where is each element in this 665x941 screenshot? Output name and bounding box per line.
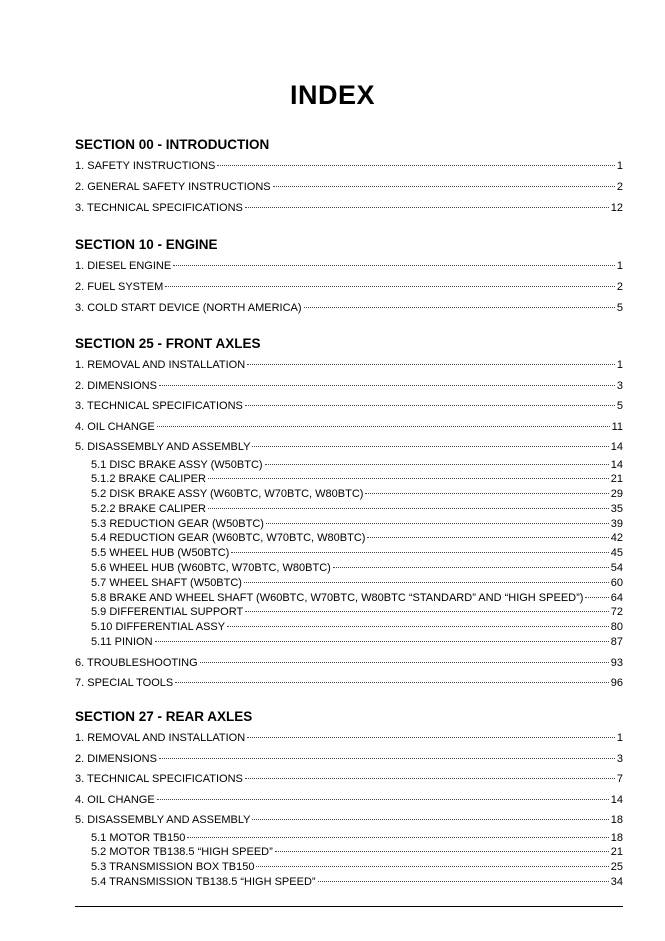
toc-entry-label: 1. REMOVAL AND INSTALLATION [75,359,246,371]
dot-leader [275,851,609,852]
section-title: SECTION 10 - ENGINE [75,237,218,252]
toc-entry-label: 2. DIMENSIONS [75,752,157,765]
toc-subentry[interactable] [75,546,623,561]
toc-entry-label: 5.1 DISC BRAKE ASSY (W50BTC) [91,458,263,471]
dot-leader [159,758,615,759]
toc-entry-page: 18 [610,831,623,844]
toc-entry-label: 3. TECHNICAL SPECIFICATIONS [75,773,243,785]
toc-entry[interactable] [75,673,623,694]
dot-leader [157,426,610,427]
toc-entry-label: 5.2 DISK BRAKE ASSY (W60BTC, W70BTC, W80BTC) [91,488,364,501]
section-introduction [75,134,623,219]
toc-entry-page: 45 [610,547,623,560]
toc-entry-page: 21 [610,473,623,486]
toc-entry[interactable] [75,277,623,298]
toc-subentry[interactable] [75,561,623,576]
toc-subentry[interactable] [75,517,623,532]
dot-leader [252,446,608,447]
section-title: SECTION 00 - INTRODUCTION [75,137,270,152]
toc-subentry[interactable] [75,875,623,890]
toc-entry-page: 3 [616,752,623,765]
section-title: SECTION 25 - FRONT AXLES [75,336,261,351]
dot-leader [231,552,608,553]
toc-entry-page: 87 [610,636,623,649]
dot-leader [365,493,608,494]
toc-entry[interactable] [75,298,623,319]
toc-subentry[interactable] [75,860,623,875]
toc-entry[interactable] [75,437,623,458]
dot-leader [155,641,609,642]
dot-leader [227,626,609,627]
toc-entry-page: 34 [610,875,623,888]
toc-entry-label: 5.2 MOTOR TB138.5 “HIGH SPEED” [91,846,273,859]
toc-entry[interactable] [75,749,623,770]
toc-entry-page: 1 [616,359,623,371]
toc-entry[interactable] [75,256,623,277]
toc-subentry[interactable] [75,576,623,591]
toc-entry-label: 5.4 REDUCTION GEAR (W60BTC, W70BTC, W80BTC) [91,532,366,545]
toc-entry-label: 4. OIL CHANGE [75,420,155,433]
dot-leader [304,307,615,308]
toc-subentry[interactable] [75,605,623,620]
toc-entry-page: 64 [610,591,623,604]
toc-subentry[interactable] [75,502,623,517]
toc-entry-page: 21 [610,846,623,859]
toc-entry-page: 14 [610,458,623,471]
toc-entry[interactable] [75,396,623,417]
toc-entry-label: 5.4 TRANSMISSION TB138.5 “HIGH SPEED” [91,875,316,888]
toc-entry-label: 5. DISASSEMBLY AND ASSEMBLY [75,441,251,453]
toc-subentry[interactable] [75,458,623,473]
toc-entry[interactable] [75,198,623,219]
toc-subentry[interactable] [75,635,623,650]
toc-subentry[interactable] [75,487,623,502]
toc-entry-label: 5. DISASSEMBLY AND ASSEMBLY [75,814,251,826]
section-engine [75,234,623,319]
toc-entry-page: 7 [616,773,623,785]
toc-entry-label: 5.2.2 BRAKE CALIPER [91,502,206,515]
toc-subentry[interactable] [75,620,623,635]
toc-entry-page: 12 [610,202,623,214]
toc-subentry[interactable] [75,591,623,606]
dot-leader [318,881,609,882]
dot-leader [159,385,615,386]
toc-entry[interactable] [75,790,623,811]
dot-leader [245,405,615,406]
dot-leader [244,582,609,583]
toc-entry-label: 5.1 MOTOR TB150 [91,831,186,844]
section-title: SECTION 27 - REAR AXLES [75,709,253,724]
toc-entry-label: 5.7 WHEEL SHAFT (W50BTC) [91,576,242,589]
toc-entry-page: 5 [616,302,623,314]
toc-entry-page: 1 [616,260,623,272]
toc-entry-page: 39 [610,517,623,530]
toc-entry-label: 5.8 BRAKE AND WHEEL SHAFT (W60BTC, W70BTC, W80BTC “STANDARD” AND “HIGH SPEED”) [91,591,584,604]
toc-subentry[interactable] [75,831,623,846]
dot-leader [247,737,615,738]
toc-entry-label: 2. GENERAL SAFETY INSTRUCTIONS [75,181,271,193]
footer-rule [75,906,623,907]
dot-leader [273,186,615,187]
dot-leader [187,837,608,838]
toc-entry-page: 80 [610,621,623,634]
toc-entry[interactable] [75,355,623,376]
toc-entry-label: 3. TECHNICAL SPECIFICATIONS [75,400,243,412]
toc-entry-page: 96 [610,677,623,690]
toc-entry[interactable] [75,376,623,397]
toc-entry-label: 5.3 TRANSMISSION BOX TB150 [91,861,255,874]
dot-leader [208,478,609,479]
dot-leader [245,778,615,779]
toc-entry-page: 14 [610,793,623,806]
dot-leader [208,508,609,509]
dot-leader [157,799,609,800]
toc-entry[interactable] [75,810,623,831]
toc-entry-label: 5.5 WHEEL HUB (W50BTC) [91,547,230,560]
dot-leader [265,464,609,465]
dot-leader [247,364,615,365]
toc-entry-page: 2 [616,281,623,293]
toc-entry-page: 25 [610,861,623,874]
toc-entry-label: 3. COLD START DEVICE (NORTH AMERICA) [75,302,302,314]
toc-entry[interactable] [75,417,623,438]
toc-entry-page: 3 [616,379,623,392]
toc-entry-label: 1. REMOVAL AND INSTALLATION [75,732,246,744]
dot-leader [266,523,609,524]
toc-entry-page: 1 [616,732,623,744]
toc-entry-page: 93 [610,656,623,669]
dot-leader [245,611,609,612]
toc-entry-page: 54 [610,562,623,575]
toc-subentry[interactable] [75,845,623,860]
dot-leader [252,819,608,820]
toc-entry[interactable] [75,769,623,790]
toc-entry-label: 4. OIL CHANGE [75,793,155,806]
toc-entry-page: 72 [610,606,623,619]
toc-entry-page: 35 [610,502,623,515]
toc-entry-page: 1 [616,160,623,172]
toc-entry[interactable] [75,728,623,749]
section-rear-axles [75,706,623,890]
toc-entry-page: 2 [616,181,623,193]
toc-entry-page: 18 [610,814,623,826]
toc-entry-label: 5.6 WHEEL HUB (W60BTC, W70BTC, W80BTC) [91,562,331,575]
toc-entry-label: 5.10 DIFFERENTIAL ASSY [91,621,226,634]
toc-entry-label: 1. DIESEL ENGINE [75,260,172,272]
section-front-axles [75,333,623,694]
dot-leader [367,537,608,538]
dot-leader [200,662,609,663]
toc-entry-label: 5.1.2 BRAKE CALIPER [91,473,206,486]
toc-entry-label: 7. SPECIAL TOOLS [75,677,174,690]
dot-leader [245,207,609,208]
dot-leader [256,866,608,867]
toc-entry[interactable] [75,177,623,198]
toc-entry-page: 60 [610,576,623,589]
toc-entry-page: 42 [610,532,623,545]
dot-leader [333,567,609,568]
toc-entry-page: 29 [610,488,623,501]
dot-leader [173,265,615,266]
toc-entry-label: 2. FUEL SYSTEM [75,281,164,293]
toc-entry-page: 5 [616,400,623,412]
toc-entry-label: 5.11 PINION [91,636,153,649]
toc-entry-label: 6. TROUBLESHOOTING [75,656,198,669]
toc-subentry[interactable] [75,531,623,546]
toc-entry-page: 14 [610,441,623,453]
toc-entry-label: 5.9 DIFFERENTIAL SUPPORT [91,606,244,619]
dot-leader [217,165,615,166]
dot-leader [165,286,615,287]
toc-entry-label: 1. SAFETY INSTRUCTIONS [75,160,216,172]
toc-entry[interactable] [75,653,623,674]
toc-subentry[interactable] [75,472,623,487]
toc-entry-label: 3. TECHNICAL SPECIFICATIONS [75,202,243,214]
dot-leader [585,597,608,598]
dot-leader [175,682,609,683]
toc-entry-page: 11 [611,420,623,433]
toc-entry-label: 5.3 REDUCTION GEAR (W50BTC) [91,517,264,530]
page-title: INDEX [289,80,376,110]
toc-entry-label: 2. DIMENSIONS [75,379,157,392]
toc-entry[interactable] [75,156,623,177]
